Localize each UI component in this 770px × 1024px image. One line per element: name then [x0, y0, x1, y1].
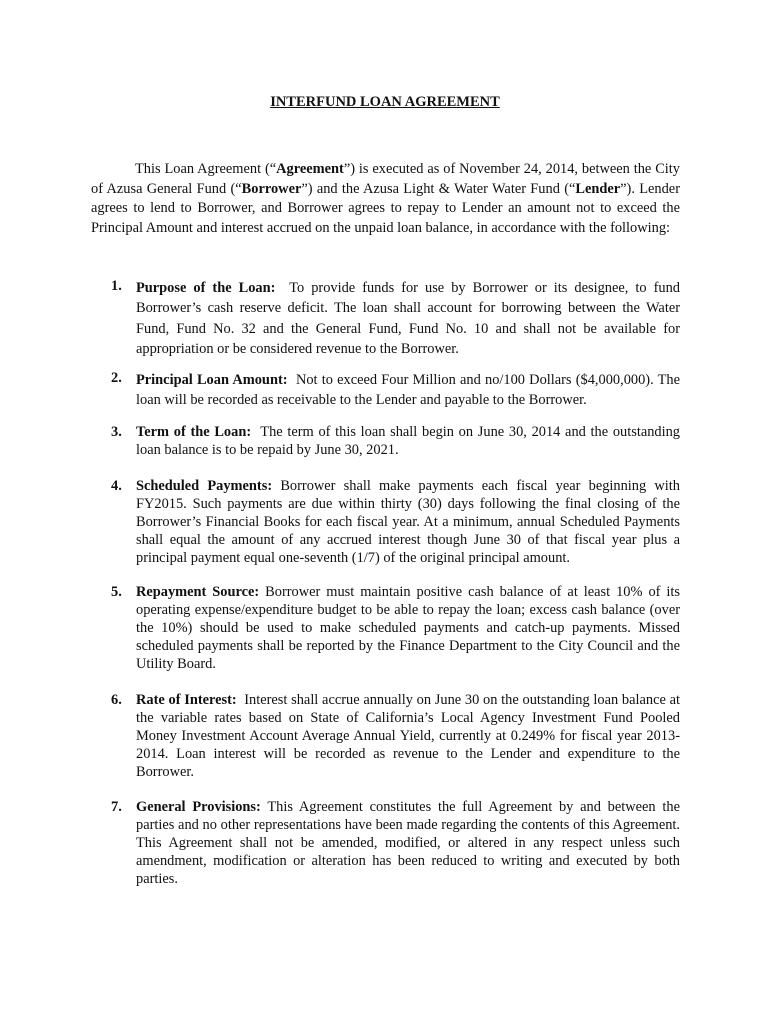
- provision-number: 1.: [111, 278, 122, 294]
- provision-text: Borrower shall make payments each fiscal year beginning with FY2015. Such payments are due within thirty (30) days following the final closing of the Borrower’s Financial Books for each fiscal year. At a minimum, annual Scheduled Payments shall equal the amount of any accrued interest though June 30 of that fiscal year plus a principal payment equal one-seventh (1/7) of the original principal amount.: [136, 478, 680, 566]
- intro-term-lender: Lender: [575, 180, 621, 197]
- provision-heading: Purpose of the Loan:: [136, 280, 276, 296]
- provision-text: The term of this loan shall begin on June 30, 2014 and the outstanding loan balance is to be repaid by June 30, 2021.: [136, 424, 680, 458]
- provision-heading: General Provisions:: [136, 799, 261, 815]
- provision-scheduled-payments: [111, 478, 680, 568]
- provision-number: 2.: [111, 370, 122, 386]
- provision-text: To provide funds for use by Borrower or its designee, to fund Borrower’s cash reserve deficit. The loan shall account for borrowing between the Water Fund, Fund No. 32 and the General Fund, Fund No. 10 and shall not be available for appropriation or be considered revenue to the Borrower.: [136, 280, 680, 358]
- provision-number: 3.: [111, 424, 122, 440]
- provision-number: 4.: [111, 478, 122, 494]
- intro-text-1: This Loan Agreement (“: [135, 161, 277, 177]
- provision-text: Not to exceed Four Million and no/100 Dollars ($4,000,000). The loan will be recorded as receivable to the Lender and payable to the Borrower.: [136, 372, 680, 409]
- intro-text-4: ”). Lender agrees to lend to Borrower, and Borrower agrees to repay to Lender an amount not to exceed the Principal Amount and interest accrued on the unpaid loan balance, in accordance with the following:: [91, 180, 680, 236]
- provision-text: Borrower must maintain positive cash balance of at least 10% of its operating expense/expenditure budget to be able to repay the loan; excess cash balance (over the 10%) should be used to make scheduled payments and catch-up payments. Missed scheduled payments shall be reported by the Finance Department to the City Council and the Utility Board.: [136, 584, 680, 672]
- provision-heading: Rate of Interest:: [136, 692, 237, 708]
- provision-heading: Scheduled Payments:: [136, 478, 273, 494]
- intro-text-2: ”) is executed as of November 24, 2014, between the City of Azusa General Fund (“: [91, 161, 680, 197]
- intro-term-borrower: Borrower: [241, 180, 302, 197]
- provision-heading: Repayment Source:: [136, 584, 260, 600]
- provision-general: [111, 799, 680, 889]
- provision-principal: [111, 370, 680, 411]
- provision-purpose: [111, 278, 680, 360]
- provision-rate-of-interest: [111, 692, 680, 782]
- provision-heading: Principal Loan Amount:: [136, 372, 288, 388]
- intro-text-3: ”) and the Azusa Light & Water Water Fund (“: [301, 180, 576, 197]
- provision-term: [111, 424, 680, 460]
- intro-term-agreement: Agreement: [276, 161, 344, 177]
- provision-number: 7.: [111, 799, 122, 815]
- provision-repayment-source: [111, 584, 680, 674]
- provision-text: This Agreement constitutes the full Agreement by and between the parties and no other representations have been made regarding the contents of this Agreement. This Agreement shall not be amended, modified, or altered in any respect unless such amendment, modification or alteration has been reduced to writing and executed by both parties.: [136, 799, 680, 887]
- provision-text: Interest shall accrue annually on June 30 on the outstanding loan balance at the variable rates based on State of California’s Local Agency Investment Fund Pooled Money Investment Account Average Annual Yield, currently at 0.249% for fiscal year 2013-2014. Loan interest will be recorded as revenue to the Lender and expenditure to the Borrower.: [136, 692, 680, 780]
- intro-paragraph: [91, 160, 680, 238]
- provision-number: 6.: [111, 692, 122, 708]
- provision-heading: Term of the Loan:: [136, 424, 252, 440]
- provision-number: 5.: [111, 584, 122, 600]
- document-title: INTERFUND LOAN AGREEMENT: [270, 94, 500, 110]
